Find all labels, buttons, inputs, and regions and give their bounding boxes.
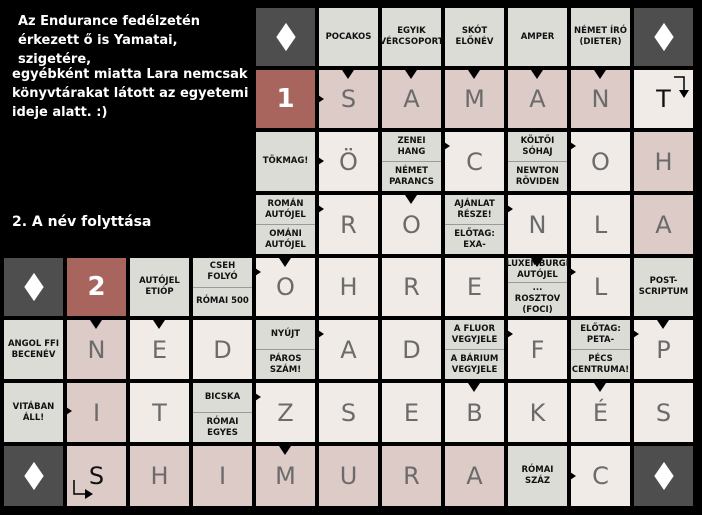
clue-cell xyxy=(571,320,630,379)
letter-cell[interactable]: M xyxy=(256,446,315,506)
letter-cell[interactable]: S xyxy=(634,383,693,442)
clue-text: AJÁNLAT RÉSZE! xyxy=(454,198,495,220)
intro-text-3: 2. A név folyttása xyxy=(12,214,152,230)
letter-cell[interactable]: P xyxy=(634,320,693,379)
clue-cell xyxy=(130,258,189,316)
letter-cell[interactable]: Ö xyxy=(319,132,378,191)
letter-cell[interactable]: R xyxy=(319,195,378,254)
arrow-down-icon xyxy=(531,258,543,267)
clue-cell xyxy=(508,132,567,191)
letter-cell[interactable]: B xyxy=(445,383,504,442)
clue-text: NYÚJT xyxy=(270,329,301,339)
letter-cell[interactable]: O xyxy=(256,258,315,316)
clue-text: ... ROSZTOV (FOCI) xyxy=(508,282,567,316)
arrow-right-icon xyxy=(567,470,576,482)
clue-cell xyxy=(571,8,630,66)
clue-text: EGYIK VÉRCSOPORT xyxy=(379,26,444,47)
clue-text: CSEH FOLYÓ xyxy=(207,261,238,283)
letter-cell[interactable]: U xyxy=(319,446,378,506)
clue-cell xyxy=(256,195,315,254)
clue-text: RÓMAI EGYES xyxy=(193,412,252,442)
entry-number: 2 xyxy=(67,258,126,316)
clue-text: POST-SCRIPTUM xyxy=(638,276,689,297)
clue-text: LUXEMBURGI AUTÓJEL xyxy=(506,259,569,280)
letter-cell[interactable]: E xyxy=(130,320,189,379)
clue-text: PÁROS SZÁM! xyxy=(256,349,315,379)
arrow-right-icon xyxy=(567,266,576,278)
clue-text: ANGOL FFI BECENÉV xyxy=(7,338,60,360)
letter-cell[interactable]: S xyxy=(319,383,378,442)
diamond-icon xyxy=(276,23,295,51)
corner-diamond-tr xyxy=(634,8,693,66)
clue-text: TÖKMAG! xyxy=(262,156,309,166)
corner-diamond-ml xyxy=(4,258,63,316)
clue-text: NÉMET PARANCS xyxy=(382,161,441,191)
arrow-down-icon xyxy=(594,383,606,392)
letter-cell[interactable]: I xyxy=(193,446,252,506)
clue-text: VITÁBAN ÁLL! xyxy=(12,401,55,423)
arrow-down-icon xyxy=(657,320,669,329)
arrow-right-icon xyxy=(504,203,513,215)
clue-cell xyxy=(445,320,504,379)
diamond-icon xyxy=(24,273,43,301)
clue-text: PÉCS CENTRUMA! xyxy=(571,349,630,379)
bent-arrow-right-icon xyxy=(71,478,95,500)
arrow-right-icon xyxy=(315,93,324,105)
letter-cell[interactable]: A xyxy=(634,195,693,254)
letter-cell[interactable]: L xyxy=(571,195,630,254)
arrow-down-icon xyxy=(468,383,480,392)
letter-cell[interactable]: A xyxy=(319,320,378,379)
arrow-right-icon xyxy=(252,266,261,278)
clue-cell xyxy=(193,383,252,442)
letter-cell[interactable]: T xyxy=(634,70,693,128)
letter-cell[interactable]: C xyxy=(571,446,630,506)
clue-cell xyxy=(445,8,504,66)
clue-text: ELŐTAG: EXA- xyxy=(445,224,504,254)
letter-cell[interactable]: N xyxy=(67,320,126,379)
arrow-down-icon xyxy=(342,70,354,79)
clue-cell xyxy=(634,258,693,316)
clue-text: ELŐTAG: PETA- xyxy=(580,323,621,345)
diamond-icon xyxy=(24,462,43,490)
clue-text: AUTÓJEL ETIÓP xyxy=(139,276,180,297)
arrow-down-icon xyxy=(531,70,543,79)
letter-cell[interactable]: A xyxy=(508,70,567,128)
intro-text-2: egyébként miatta Lara nemcsak könyvtárakat látott az egyetemi ideje alatt. :) xyxy=(12,67,249,120)
arrow-right-icon xyxy=(315,328,324,340)
letter-cell[interactable]: A xyxy=(445,446,504,506)
letter-cell[interactable]: E xyxy=(445,258,504,316)
letter-cell[interactable]: F xyxy=(508,320,567,379)
arrow-right-icon xyxy=(630,328,639,340)
letter-cell[interactable]: I xyxy=(67,383,126,442)
diamond-icon xyxy=(654,23,673,51)
clue-text: A BÁRIUM VEGYJELE xyxy=(445,349,504,379)
letter-cell[interactable]: H xyxy=(130,446,189,506)
arrow-right-icon xyxy=(567,140,576,152)
letter-cell[interactable]: S xyxy=(319,70,378,128)
arrow-down-icon xyxy=(405,70,417,79)
letter-cell[interactable]: Z xyxy=(256,383,315,442)
letter-cell[interactable]: R xyxy=(382,446,441,506)
clue-text: SKÓT ELŐNÉV xyxy=(455,26,494,47)
letter-cell[interactable]: C xyxy=(445,132,504,191)
clue-text: KÖLTŐI SÓHAJ xyxy=(520,135,555,157)
clue-cell xyxy=(256,132,315,191)
clue-cell xyxy=(508,446,567,506)
letter-cell[interactable]: T xyxy=(130,383,189,442)
letter-cell[interactable]: A xyxy=(382,70,441,128)
letter-cell[interactable]: D xyxy=(193,320,252,379)
clue-cell xyxy=(4,383,63,442)
clue-text: ZENEI HANG xyxy=(397,135,426,157)
arrow-down-icon xyxy=(594,70,606,79)
bent-arrow-down-icon xyxy=(672,74,692,100)
arrow-down-icon xyxy=(405,195,417,204)
letter-cell[interactable]: É xyxy=(571,383,630,442)
arrow-down-icon xyxy=(468,70,480,79)
arrow-right-icon xyxy=(315,203,324,215)
clue-text: OMÁNI AUTÓJEL xyxy=(256,224,315,254)
clue-cell xyxy=(4,320,63,379)
clue-text: NÉMET ÍRÓ (DIETER) xyxy=(574,26,627,47)
arrow-right-icon xyxy=(252,391,261,403)
letter-cell[interactable]: S xyxy=(67,446,126,506)
clue-text: RÓMAI 500 xyxy=(193,287,252,317)
clue-text: RÓMAI SZÁZ xyxy=(521,465,554,486)
clue-cell xyxy=(319,8,378,66)
clue-text: BICSKA xyxy=(204,392,241,402)
arrow-right-icon xyxy=(441,140,450,152)
letter-cell[interactable]: O xyxy=(382,195,441,254)
intro-text-1: Az Endurance fedélzetén érkezett ő is Yamatai, szigetére, xyxy=(18,14,201,67)
letter-cell[interactable]: N xyxy=(571,70,630,128)
clue-cell xyxy=(382,132,441,191)
arrow-down-icon xyxy=(279,446,291,455)
clue-text: ROMÁN AUTÓJEL xyxy=(265,198,306,220)
clue-cell xyxy=(508,8,567,66)
letter-cell[interactable]: H xyxy=(319,258,378,316)
letter-cell[interactable]: N xyxy=(508,195,567,254)
arrow-right-icon xyxy=(315,155,324,167)
clue-text: NEWTON RÖVIDEN xyxy=(508,161,567,191)
clue-cell xyxy=(379,8,444,66)
clue-text: POCAKOS xyxy=(325,31,372,42)
letter-cell[interactable]: K xyxy=(508,383,567,442)
letter-cell[interactable]: M xyxy=(445,70,504,128)
diamond-icon xyxy=(654,462,673,490)
corner-diamond-bl xyxy=(4,446,63,506)
clue-text: A FLUOR VEGYJELE xyxy=(451,323,498,345)
arrow-down-icon xyxy=(90,320,102,329)
entry-number: 1 xyxy=(256,70,315,128)
arrow-down-icon xyxy=(279,258,291,267)
clue-cell xyxy=(256,320,315,379)
letter-cell[interactable]: H xyxy=(634,132,693,191)
arrow-down-icon xyxy=(153,320,165,329)
letter-cell[interactable]: L xyxy=(571,258,630,316)
clue-cell xyxy=(445,195,504,254)
letter-cell[interactable]: R xyxy=(382,258,441,316)
letter-cell[interactable]: E xyxy=(382,383,441,442)
letter-cell[interactable]: O xyxy=(571,132,630,191)
arrow-right-icon xyxy=(504,328,513,340)
corner-diamond-br xyxy=(634,446,693,506)
corner-diamond-tl xyxy=(256,8,315,66)
clue-cell xyxy=(193,258,252,316)
letter-cell[interactable]: D xyxy=(382,320,441,379)
clue-text: AMPER xyxy=(520,31,555,42)
arrow-right-icon xyxy=(63,405,72,417)
